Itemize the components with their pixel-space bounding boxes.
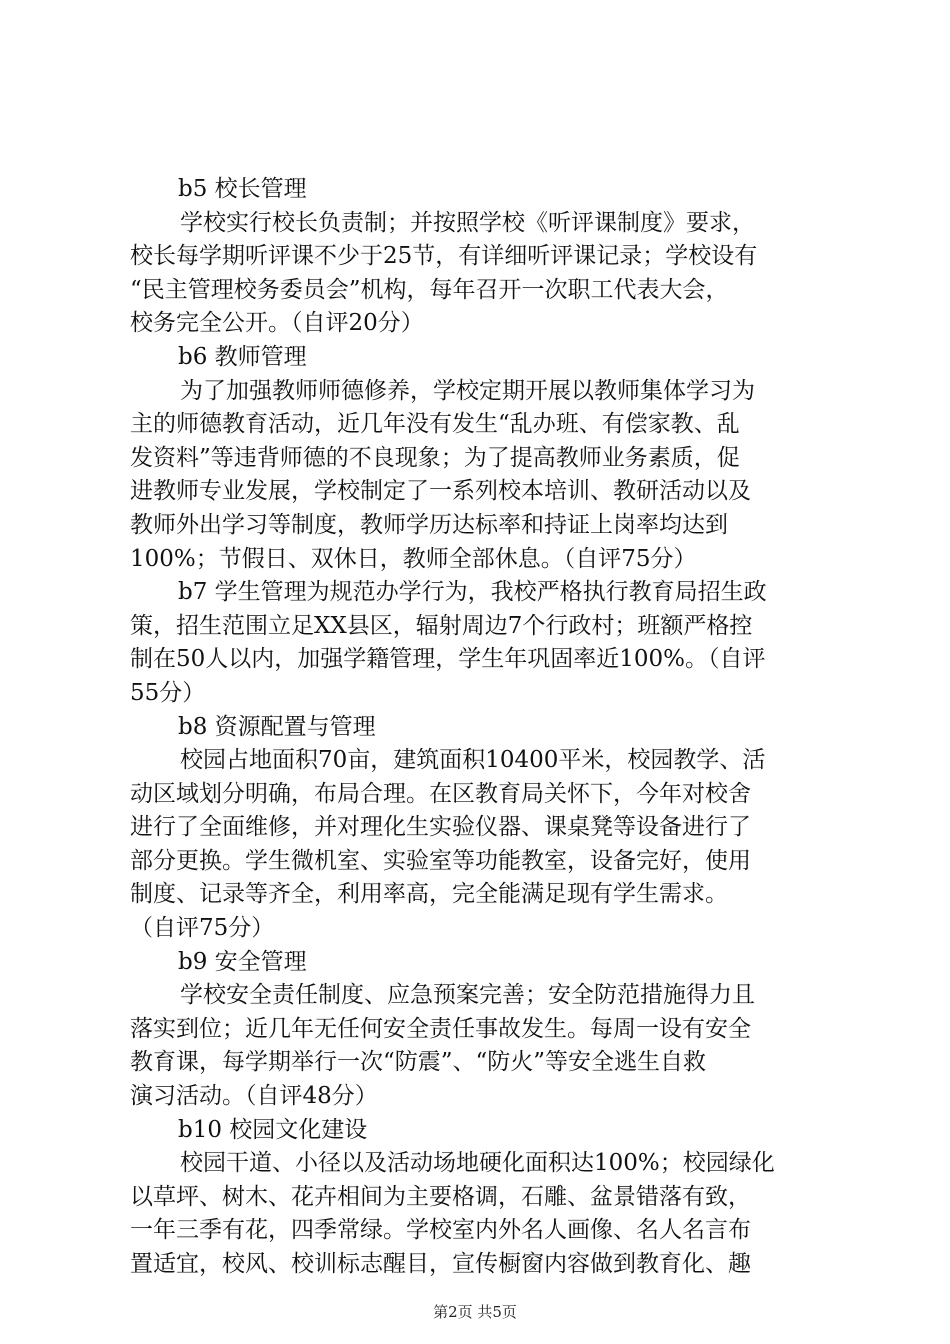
section-heading: b8 资源配置与管理	[178, 713, 376, 740]
document-body	[130, 173, 840, 1282]
text-line: 教师外出学习等制度，教师学历达标率和持证上岗率均达到	[130, 511, 728, 538]
text-line: 落实到位；近几年无任何安全责任事故发生。每周一设有安全	[130, 1015, 751, 1042]
text-line: 演习活动。（自评48分）	[130, 1083, 378, 1110]
text-line: “民主管理校务委员会”机构，每年召开一次职工代表大会，	[130, 276, 729, 303]
text-line: 100%；节假日、双休日，教师全部休息。（自评75分）	[130, 545, 697, 572]
text-line: 为了加强教师师德修养，学校定期开展以教师集体学习为	[180, 377, 755, 404]
text-line: 校长每学期听评课不少于25节，有详细听评课记录；学校设有	[130, 243, 758, 270]
text-line: 部分更换。学生微机室、实验室等功能教室，设备完好，使用	[130, 847, 751, 874]
text-line: 学校安全责任制度、应急预案完善；安全防范措施得力且	[180, 982, 755, 1009]
section-heading: b6 教师管理	[178, 343, 307, 370]
text-line: 进行了全面维修，并对理化生实验仪器、课桌凳等设备进行了	[130, 814, 751, 841]
text-line: 动区域划分明确，布局合理。在区教育局关怀下，今年对校舍	[130, 780, 751, 807]
text-line: 55分）	[130, 679, 206, 706]
text-line: 教育课，每学期举行一次“防震”、“防火”等安全逃生自救	[130, 1049, 707, 1076]
text-line: 制度、记录等齐全，利用率高，完全能满足现有学生需求。	[130, 881, 728, 908]
section-heading: b5 校长管理	[178, 176, 307, 202]
text-line: 发资料”等违背师德的不良现象；为了提高教师业务素质，促	[130, 444, 740, 471]
text-line: 校园干道、小径以及活动场地硬化面积达100%；校园绿化	[180, 1150, 775, 1177]
page-footer: 第2页 共5页	[433, 1303, 517, 1321]
text-line: （自评75分）	[130, 915, 275, 942]
text-line: 校务完全公开。（自评20分）	[130, 310, 424, 337]
text-line: 学校实行校长负责制；并按照学校《听评课制度》要求，	[180, 209, 755, 236]
section-heading: b9 安全管理	[178, 948, 307, 975]
text-line: 以草坪、树木、花卉相间为主要格调，石雕、盆景错落有致，	[130, 1183, 751, 1210]
text-line: 主的师德教育活动，近几年没有发生“乱办班、有偿家教、乱	[130, 411, 740, 438]
text-line: 进教师专业发展，学校制定了一系列校本培训、教研活动以及	[130, 478, 751, 505]
section-heading: b7 学生管理为规范办学行为，我校严格执行教育局招生政	[178, 579, 767, 606]
text-line: 置适宜，校风、校训标志醒目，宣传橱窗内容做到教育化、趣	[130, 1251, 751, 1277]
text-line: 一年三季有花，四季常绿。学校室内外名人画像、名人名言布	[130, 1217, 751, 1244]
text-line: 校园占地面积70亩，建筑面积10400平米，校园教学、活	[180, 747, 766, 774]
text-line: 制在50人以内，加强学籍管理，学生年巩固率近100%。（自评	[130, 646, 766, 673]
section-heading: b10 校园文化建设	[178, 1116, 368, 1143]
text-line: 策，招生范围立足XX县区，辐射周边7个行政村；班额严格控	[130, 612, 753, 639]
